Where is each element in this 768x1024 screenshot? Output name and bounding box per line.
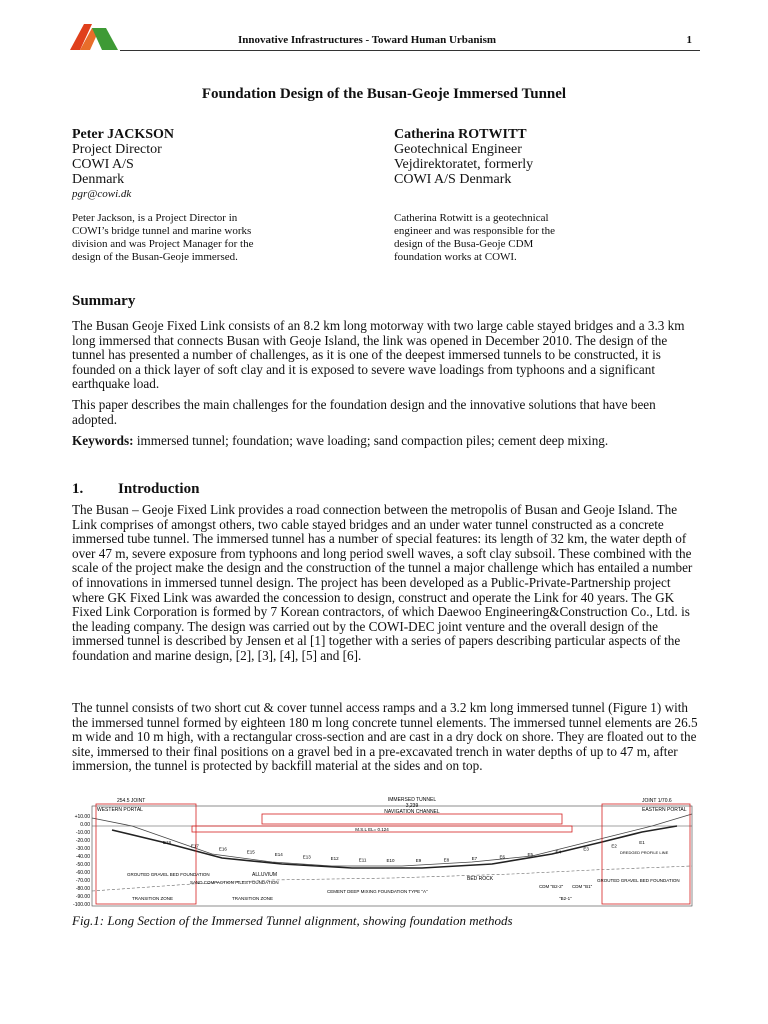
author-1-name: Peter JACKSON [72, 127, 174, 142]
long-section-figure [72, 796, 696, 908]
navigation-channel-box [262, 814, 562, 824]
page-number: 1 [686, 34, 692, 46]
tunnel-element-label: E8 [443, 857, 450, 863]
eastern-portal-label: EASTERN PORTAL [642, 807, 687, 813]
tunnel-element-label: E10 [386, 857, 395, 863]
depth-tick: -40.00 [75, 854, 90, 860]
author-2-country: COWI A/S Denmark [394, 172, 512, 187]
navigation-channel-label: NAVIGATION CHANNEL [384, 809, 440, 815]
cdm-a-label: CEMENT DEEP MIXING FOUNDATION TYPE "A" [327, 889, 428, 894]
author-1-bio: Peter Jackson, is a Project Director in COWI’s bridge tunnel and marine works division and was Project Manager for the design of the Busan-Geoje immersed. [72, 212, 254, 263]
intro-paragraph-1: The Busan – Geoje Fixed Link provides a road connection between the metropolis of Busan and Geoje Island. The Link comprises of amongst others, two cable stayed bridges and an under water tunnel constructed as a concrete immersed tube tunnel. The immersed tunnel has a number of special features: its length of 32 km, the water depth of over 47 m, severe exposure from typhoons and long period swell waves, a soft clay subsoil. These combined with the scale of the project make the design and the construction of the tunnel a major challenge which has entailed a number of innovations in immersed tunnel design. The project has been developed as a Public-Private-Partnership project where GK Fixed Link was awarded the concession to design, construct and operate the Link for 40 years. The GK Fixed Link Corporation is formed by 7 Korean contractors, of which Daewoo Engineering&Construction Co., Ltd. is the leading company. The design was carried out by the COWI-DEC joint venture and the overall design of the immersed tunnel is described by Jensen et al [1] together with a series of papers describing particular aspects of the foundation and marine design, [2], [3], [4], [5] and [6]. [72, 502, 693, 663]
tunnel-element-label: E17 [190, 843, 199, 849]
immersed-tunnel-label: IMMERSED TUNNEL [387, 797, 437, 803]
tunnel-element-label: E9 [415, 857, 422, 863]
depth-tick: -10.00 [75, 830, 90, 836]
author-2-role: Geotechnical Engineer [394, 142, 522, 157]
cdm-b2-label: CDM "B2-2" [539, 884, 564, 889]
tunnel-element-label: E13 [302, 854, 311, 860]
b2-1-label: "B2-1" [559, 896, 572, 901]
author-1 [72, 127, 372, 202]
depth-tick: -90.00 [75, 894, 90, 900]
author-2 [394, 127, 694, 187]
msl-label: M.S.L EL= 0.124 [355, 827, 389, 832]
tunnel-element-label: E16 [218, 846, 227, 852]
transition-mid-label: TRANSITION ZONE [232, 896, 274, 901]
page-header [70, 22, 700, 54]
joint-right-label: JOINT 1/70.6 [642, 798, 672, 804]
paper-title: Foundation Design of the Busan-Geoje Immersed Tunnel [201, 86, 567, 102]
section-number: 1. [72, 481, 84, 497]
depth-tick: -80.00 [75, 886, 90, 892]
author-2-org: Vejdirektoratet, formerly [394, 157, 534, 172]
header-rule [120, 50, 700, 51]
depth-tick: +10.00 [74, 814, 90, 820]
depth-tick: -20.00 [75, 838, 90, 844]
gravel-right-label: GROUTED GRAVEL BED FOUNDATION [597, 878, 680, 883]
cdm-b1-label: CDM "B1" [572, 884, 593, 889]
tunnel-element-label: E12 [330, 856, 339, 862]
tunnel-length-label: 3,239 [405, 803, 419, 809]
depth-tick: 0.00 [80, 822, 90, 828]
tunnel-element-label: E6 [499, 854, 506, 860]
transition-left-label: TRANSITION ZONE [132, 896, 174, 901]
author-1-country: Denmark [72, 172, 125, 187]
author-1-org: COWI A/S [72, 157, 134, 172]
depth-tick: -50.00 [75, 862, 90, 868]
intro-paragraph-2: The tunnel consists of two short cut & cover tunnel access ramps and a 3.2 km long immersed tunnel (Figure 1) with the immersed tunnel formed by eighteen 180 m long concrete tunnel elements. The immersed tunnel elements are 26.5 m wide and 10 m high, with a rectangular cross-section and are cast in a dry dock on shore. They are floated out to the site, immersed to their final positions on a gravel bed in a pre-excavated trench in water depths of up to 47 m, after immersion, the tunnel is protected by backfill material at the sides and on top. [72, 700, 698, 774]
summary-heading: Summary [72, 293, 136, 309]
author-1-role: Project Director [72, 142, 162, 157]
western-portal-label: WESTERN PORTAL [97, 807, 143, 813]
author-2-bio: Catherina Rotwitt is a geotechnical engineer and was responsible for the design of the Busa-Geoje CDM foundation works at COWI. [394, 212, 555, 263]
scp-label: SAND COMPACTION PILES FOUNDATION [190, 880, 279, 885]
depth-tick: -30.00 [75, 846, 90, 852]
gravel-left-label: GROUTED GRAVEL BED FOUNDATION [127, 872, 210, 877]
depth-tick: -70.00 [75, 878, 90, 884]
keywords-list: immersed tunnel; foundation; wave loading; sand compaction piles; cement deep mixing. [133, 433, 609, 448]
depth-tick: -100.00 [73, 902, 90, 908]
tunnel-element-label: E2 [611, 843, 617, 849]
keywords-label: Keywords: [72, 433, 134, 448]
author-1-email[interactable]: pgr@cowi.dk [72, 188, 132, 200]
figure-caption: Fig.1: Long Section of the Immersed Tunnel alignment, showing foundation methods [72, 913, 513, 928]
depth-axis [73, 814, 90, 908]
alluvium-label: ALLUVIUM [252, 872, 278, 878]
depth-tick: -60.00 [75, 870, 90, 876]
tunnel-element-label: E5 [527, 852, 533, 858]
tunnel-element-label: E3 [583, 846, 589, 852]
tunnel-element-label: E18 [162, 840, 172, 845]
tunnel-element-label: E11 [358, 857, 367, 863]
keywords [72, 434, 702, 449]
tunnel-element-label: E4 [555, 849, 561, 855]
summary-paragraph-2: This paper describes the main challenges for the foundation design and the innovative solutions that have been adopted. [72, 397, 656, 427]
logo-icon [70, 22, 118, 50]
tunnel-element-label: E7 [471, 856, 478, 862]
summary-paragraph-1: The Busan Geoje Fixed Link consists of an 8.2 km long motorway with two large cable stayed bridges and a 3.3 km long immersed that connects Busan with Geoje Island, the link was opened in December 2010. The design of the tunnel has presented a number of challenges, as it is one of the deepest immersed tunnels to be constructed, it is founded on a thick layer of soft clay and it is exposed to severe wave loadings from typhoons and a significant earthquake load. [72, 318, 685, 392]
header-title: Innovative Infrastructures - Toward Human Urbanism [238, 34, 497, 46]
tunnel-element-label: E1 [639, 840, 645, 845]
western-zone-box [96, 804, 196, 904]
joint-left-label: 254.5 JOINT [117, 798, 146, 804]
tunnel-element-label: E15 [246, 849, 255, 855]
bed-rock-label: BED ROCK [467, 876, 494, 882]
dredged-profile-label: DREDGED PROFILE LINE [620, 850, 669, 855]
author-2-name: Catherina ROTWITT [394, 127, 527, 142]
tunnel-element-label: E14 [274, 852, 283, 858]
section-heading: Introduction [118, 481, 200, 497]
